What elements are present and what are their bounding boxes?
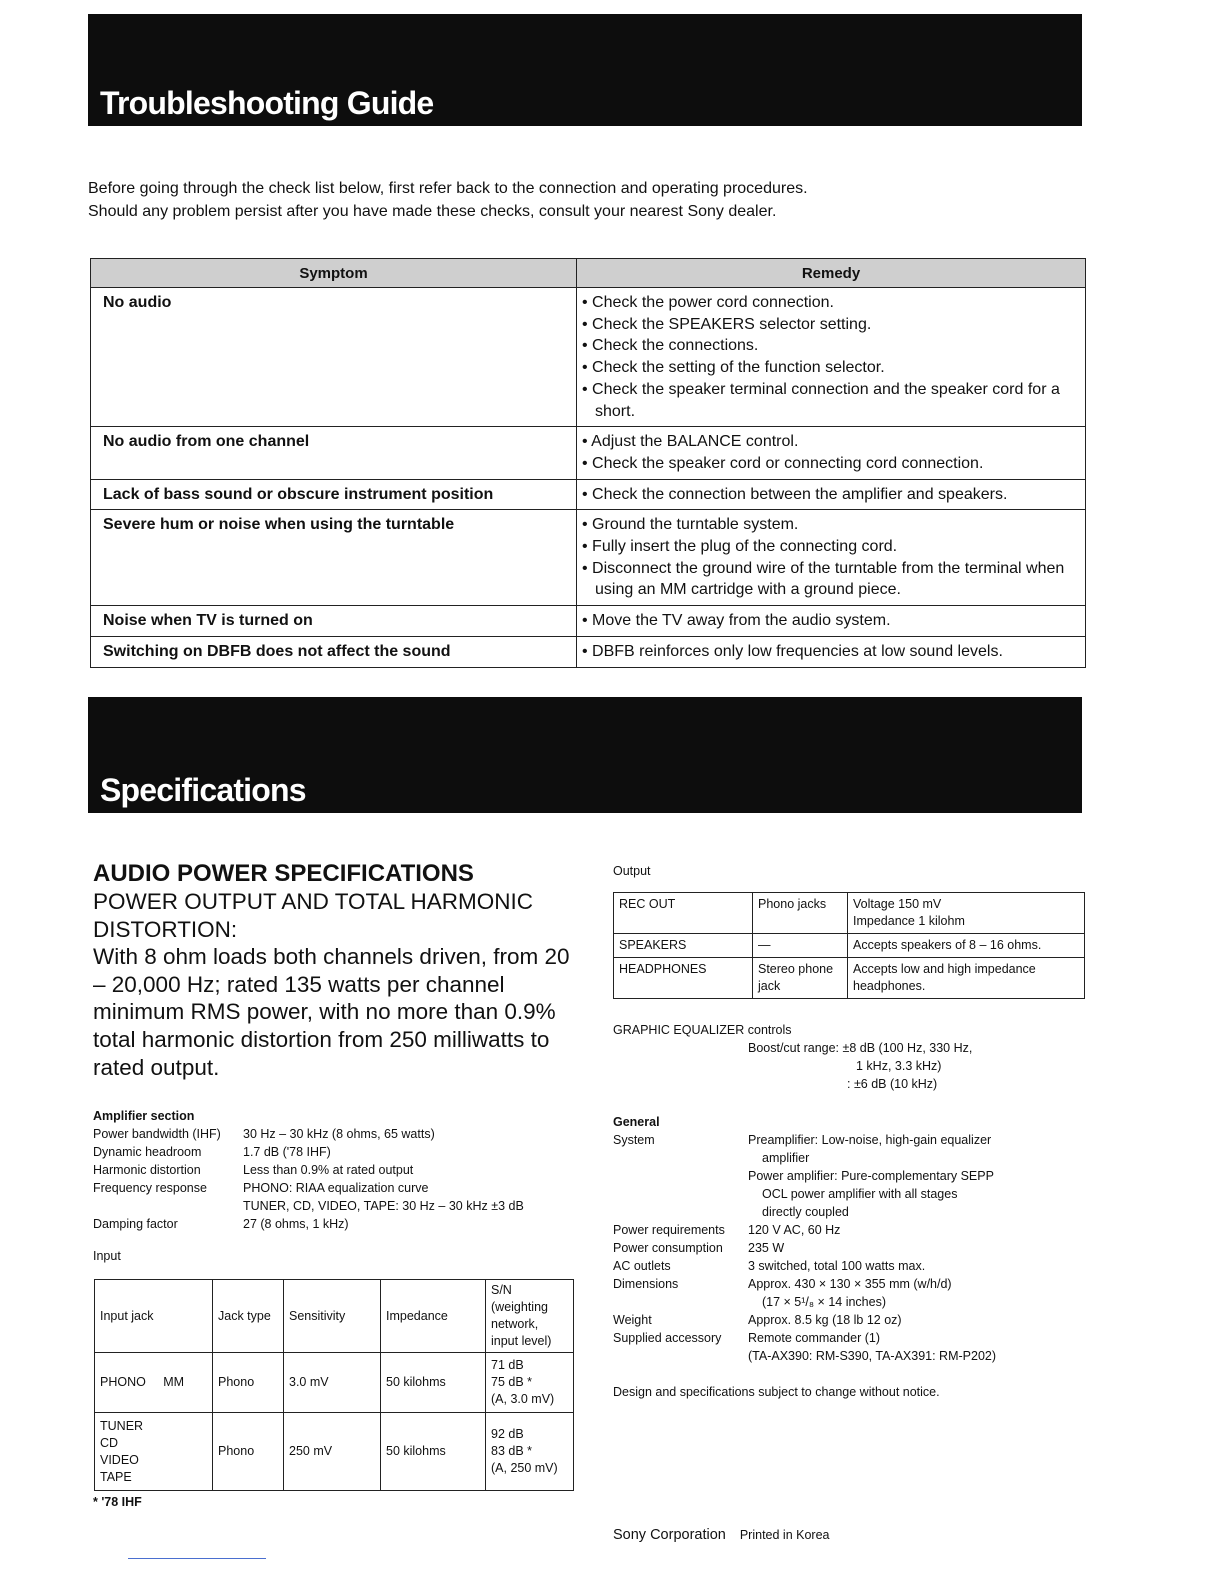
general-row [613,1131,1088,1221]
sensitivity-cell: 3.0 mV [284,1353,381,1413]
output-name-cell: SPEAKERS [614,934,753,958]
output-name-cell: REC OUT [614,893,753,934]
general-value [748,1239,1088,1257]
output-desc-line: Impedance 1 kilohm [853,914,965,928]
general-section [613,1113,1088,1401]
spec-value [243,1161,573,1179]
specs-left-column [93,860,573,1509]
output-desc-line: Voltage 150 mV [853,897,942,911]
troubleshooting-title: Troubleshooting Guide [100,85,434,121]
general-row [613,1221,1088,1239]
remedy-item: • Adjust the BALANCE control. [582,431,1079,453]
spec-row [93,1215,573,1233]
sn-cell [486,1413,574,1491]
general-key: Weight [613,1313,652,1327]
input-header-cell: Sensitivity [284,1280,381,1353]
general-value-line: (TA-AX390: RM-S390, TA-AX391: RM-P202) [748,1349,997,1363]
general-value-line: 3 switched, total 100 watts max. [748,1259,926,1273]
general-row [613,1329,1088,1365]
remedy-cell [577,288,1086,427]
jack-type-cell: Phono [213,1353,284,1413]
input-footnote: * '78 IHF [93,1495,142,1510]
impedance-cell: 50 kilohms [381,1413,486,1491]
sn-cell [486,1353,574,1413]
spec-value [243,1143,573,1161]
symptom-cell: Lack of bass sound or obscure instrument position [91,479,577,510]
remedy-item: • Move the TV away from the audio system. [582,610,1079,632]
specifications-title: Specifications [100,772,306,808]
spec-row [93,1143,573,1161]
spec-key: Power bandwidth (IHF) [93,1127,221,1142]
input-table [94,1279,574,1491]
audio-power-heading: AUDIO POWER SPECIFICATIONS [93,860,474,887]
input-header-row [95,1280,574,1353]
general-row [613,1275,1088,1311]
power-output-heading: POWER OUTPUT AND TOTAL HARMONIC DISTORTION: [93,889,534,942]
amplifier-section [93,1107,573,1233]
spec-key: Frequency response [93,1181,207,1196]
remedy-item: • Disconnect the ground wire of the turntable from the terminal when using an MM cartridge with a ground piece. [582,558,1079,601]
input-header-cell: Impedance [381,1280,486,1353]
general-key: Supplied accessory [613,1331,722,1345]
general-value [748,1131,1088,1221]
table-header-row [91,259,1086,288]
decorative-line [128,1558,266,1559]
general-row [613,1257,1088,1275]
output-title: Output [613,864,651,878]
general-key: System [613,1133,655,1147]
spec-value-line: 1.7 dB ('78 IHF) [243,1145,331,1160]
equalizer-line: 1 kHz, 3.3 kHz) [856,1059,942,1073]
general-value [748,1311,1088,1329]
symptom-cell: Severe hum or noise when using the turntable [91,510,577,606]
input-header-cell: S/N (weighting network, input level) [486,1280,574,1353]
symptom-cell: Switching on DBFB does not affect the sound [91,636,577,667]
printed-in: Printed in Korea [739,1528,830,1542]
remedy-item: • Check the setting of the function selector. [582,357,1079,379]
spec-row [93,1125,573,1143]
jack-type-cell: Phono [213,1413,284,1491]
sn-line: 71 dB [491,1358,524,1373]
remedy-item: • Check the speaker terminal connection and the speaker cord for a short. [582,379,1079,422]
change-notice: Design and specifications subject to change without notice. [613,1385,940,1399]
output-desc-cell [848,958,1085,999]
table-row [91,479,1086,510]
spec-value-line: PHONO: RIAA equalization curve [243,1181,429,1196]
input-jack-cell [95,1353,213,1413]
remedy-item: • Check the connections. [582,335,1079,357]
equalizer-line: Boost/cut range: ±8 dB (100 Hz, 330 Hz, [748,1041,973,1055]
remedy-cell [577,510,1086,606]
amplifier-section-title: Amplifier section [93,1109,195,1124]
sn-line: 83 dB * [491,1444,533,1459]
general-value-line: 120 V AC, 60 Hz [748,1223,841,1237]
input-jack-line: PHONO MM [100,1375,185,1390]
page-footer [613,1527,829,1543]
general-value-line: Power amplifier: Pure-complementary SEPP [748,1169,994,1183]
input-jack-line: TUNER [100,1418,144,1433]
remedy-cell [577,606,1086,637]
impedance-cell: 50 kilohms [381,1353,486,1413]
table-row [91,510,1086,606]
general-value-line: 235 W [748,1241,785,1255]
table-row [91,606,1086,637]
input-jack-line: CD [100,1435,119,1450]
output-name-cell: HEADPHONES [614,958,753,999]
spec-row [93,1161,573,1179]
table-row [91,427,1086,479]
general-title: General [613,1115,660,1129]
spec-key: Damping factor [93,1217,178,1232]
output-type-cell: Phono jacks [753,893,848,934]
equalizer-title: GRAPHIC EQUALIZER controls [613,1023,792,1037]
output-desc-line: Accepts speakers of 8 – 16 ohms. [853,938,1042,952]
spec-value [243,1125,573,1143]
output-type-cell: — [753,934,848,958]
specs-right-column [613,862,1088,1401]
general-row [613,1311,1088,1329]
remedy-item: • Check the SPEAKERS selector setting. [582,314,1079,336]
troubleshooting-intro [88,177,1088,223]
table-row [91,636,1086,667]
equalizer-section [613,1021,1088,1093]
spec-key: Harmonic distortion [93,1163,201,1178]
spec-value-line: 27 (8 ohms, 1 kHz) [243,1217,349,1232]
intro-line: Should any problem persist after you have made these checks, consult your nearest Sony dealer. [88,203,777,220]
general-value-line: amplifier [762,1151,810,1165]
general-value-line: Approx. 430 × 130 × 355 mm (w/h/d) [748,1277,952,1291]
power-output-text: With 8 ohm loads both channels driven, from 20 – 20,000 Hz; rated 135 watts per channel minimum RMS power, with no more than 0.9% total harmonic distortion from 250 milliwatts to rated output. [93,944,570,1080]
general-value-line: Approx. 8.5 kg (18 lb 12 oz) [748,1313,902,1327]
output-table [613,892,1085,999]
general-row [613,1239,1088,1257]
remedy-cell [577,636,1086,667]
general-value [748,1275,1088,1311]
sn-line: 92 dB [491,1427,524,1442]
table-row [614,893,1085,934]
input-jack-line: VIDEO [100,1452,139,1467]
equalizer-line: : ±6 dB (10 kHz) [847,1077,938,1091]
spec-row [93,1179,573,1215]
troubleshooting-table [90,258,1086,668]
general-value-line: OCL power amplifier with all stages [762,1187,958,1201]
general-value-line: (17 × 5¹/₈ × 14 inches) [762,1295,886,1309]
output-desc-cell [848,893,1085,934]
input-jack-cell [95,1413,213,1491]
output-desc-line: Accepts low and high impedance headphones. [853,962,1036,993]
intro-line: Before going through the check list below, first refer back to the connection and operating procedures. [88,180,808,197]
specifications-banner [88,697,1082,813]
spec-value [243,1179,573,1215]
output-desc-cell [848,934,1085,958]
remedy-item: • Ground the turntable system. [582,514,1079,536]
general-key: AC outlets [613,1259,671,1273]
input-header-cell: Input jack [95,1280,213,1353]
general-key: Power requirements [613,1223,725,1237]
general-value-line: directly coupled [762,1205,849,1219]
spec-value [243,1215,573,1233]
symptom-cell: Noise when TV is turned on [91,606,577,637]
spec-value-line: 30 Hz – 30 kHz (8 ohms, 65 watts) [243,1127,435,1142]
remedy-item: • Check the connection between the amplifier and speakers. [582,484,1079,506]
general-value-line: Preamplifier: Low-noise, high-gain equalizer [748,1133,992,1147]
spec-value-line: TUNER, CD, VIDEO, TAPE: 30 Hz – 30 kHz ±3 dB [243,1199,524,1214]
table-row [95,1413,574,1491]
remedy-item: • Fully insert the plug of the connecting cord. [582,536,1079,558]
remedy-item: • Check the power cord connection. [582,292,1079,314]
table-row [91,288,1086,427]
table-row [614,958,1085,999]
remedy-item: • Check the speaker cord or connecting cord connection. [582,453,1079,475]
remedy-header: Remedy [577,259,1086,288]
table-row [614,934,1085,958]
general-value [748,1221,1088,1239]
input-jack-line: TAPE [100,1469,132,1484]
general-value-line: Remote commander (1) [748,1331,880,1345]
spec-value-line: Less than 0.9% at rated output [243,1163,414,1178]
general-key: Dimensions [613,1277,679,1291]
remedy-cell [577,427,1086,479]
remedy-item: • DBFB reinforces only low frequencies at low sound levels. [582,641,1079,663]
sn-line: (A, 3.0 mV) [491,1392,555,1407]
company-name: Sony Corporation [613,1527,726,1543]
sn-line: (A, 250 mV) [491,1461,558,1476]
general-value [748,1329,1088,1365]
general-value [748,1257,1088,1275]
general-key: Power consumption [613,1241,723,1255]
symptom-cell: No audio [91,288,577,427]
input-title: Input [93,1249,121,1264]
remedy-cell [577,479,1086,510]
symptom-header: Symptom [91,259,577,288]
sn-line: 75 dB * [491,1375,533,1390]
symptom-cell: No audio from one channel [91,427,577,479]
troubleshooting-banner [88,14,1082,126]
table-row [95,1353,574,1413]
sensitivity-cell: 250 mV [284,1413,381,1491]
input-header-cell: Jack type [213,1280,284,1353]
spec-key: Dynamic headroom [93,1145,202,1160]
output-type-cell: Stereo phone jack [753,958,848,999]
